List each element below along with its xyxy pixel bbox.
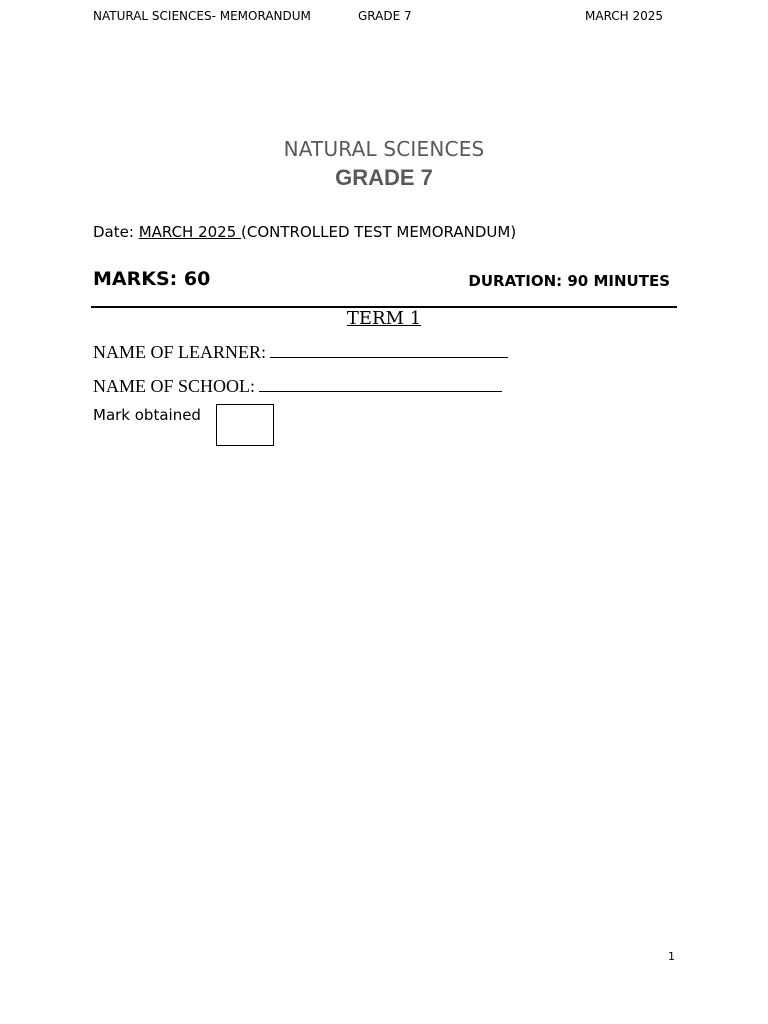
learner-name-label: NAME OF LEARNER: <box>93 342 267 362</box>
date-value: MARCH 2025 <box>138 223 242 241</box>
header-subject: NATURAL SCIENCES- MEMORANDUM <box>93 9 311 23</box>
school-name-field <box>93 376 502 397</box>
mark-obtained-label: Mark obtained <box>93 406 201 424</box>
page-number: 1 <box>668 950 675 963</box>
title-grade: GRADE 7 <box>335 165 433 190</box>
term-label: TERM 1 <box>346 308 422 329</box>
date-label: Date: <box>93 223 139 241</box>
date-line <box>93 223 516 241</box>
school-name-blank[interactable] <box>259 377 502 392</box>
test-duration: DURATION: 90 MINUTES <box>468 272 670 290</box>
term-heading <box>0 308 768 329</box>
header-grade: GRADE 7 <box>358 9 412 23</box>
total-marks: MARKS: 60 <box>93 268 211 290</box>
mark-obtained-box[interactable] <box>216 404 274 446</box>
title-block <box>0 137 768 193</box>
title-subject: NATURAL SCIENCES <box>283 137 485 161</box>
header-date: MARCH 2025 <box>585 9 664 23</box>
date-suffix: (CONTROLLED TEST MEMORANDUM) <box>241 223 517 241</box>
school-name-label: NAME OF SCHOOL: <box>93 376 256 396</box>
learner-name-blank[interactable] <box>270 343 508 358</box>
learner-name-field <box>93 342 508 363</box>
